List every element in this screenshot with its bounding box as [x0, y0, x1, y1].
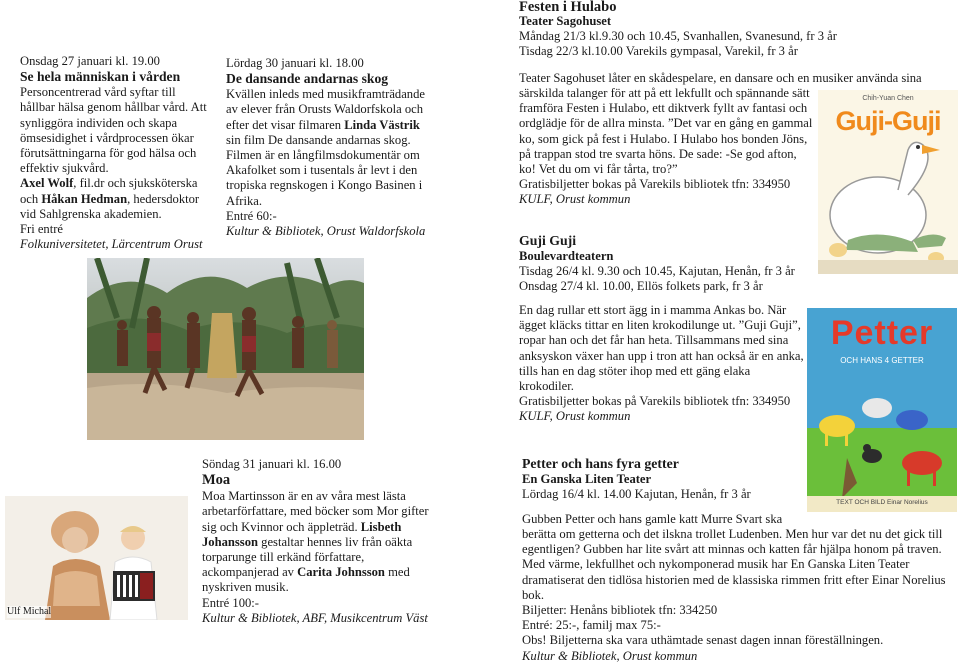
petter-book-cover: [807, 308, 957, 512]
book-subtitle: OCH HANS 4 GETTER: [840, 356, 924, 365]
petter-description-narrow: Gubben Petter och hans gamle katt Murre Svart ska: [522, 512, 783, 526]
petter-description: [522, 527, 952, 664]
forest-dance-photo: [87, 258, 364, 440]
event-date: Onsdag 27 januari kl. 19.00: [20, 54, 160, 68]
moa-performers-photo: [5, 496, 188, 620]
performers-illustration: [5, 496, 188, 620]
event-moa: [202, 457, 430, 626]
event-speakers: [20, 176, 210, 222]
speaker-role: , hedersdoktor vid Sahlgrenska akademien.: [20, 191, 200, 221]
event-description: Kvällen inleds med musikframträdande av elever från Orusts Waldorfskola och efter det visar filmaren Linda Västrik sin film De dansande andarnas skog. Filmen är en långfilmsdokumentär om Akafolket som i tusentals år levt i den tropiska regnskogen i Kongo Basinen i Afrika.: [226, 87, 425, 208]
speaker-name: Håkan Hedman: [41, 191, 128, 206]
event-tickets: Gratisbiljetter bokas på Varekils bibliotek tfn: 334950: [519, 177, 791, 192]
event-tickets: Biljetter: Henåns bibliotek tfn: 334250: [522, 603, 718, 618]
event-organizer: Kultur & Bibliotek, ABF, Musikcentrum Väst: [202, 610, 428, 625]
festen-description-wide: Teater Sagohuset låter en skådespelare, en dansare och en musiker använda sina: [519, 71, 922, 85]
event-title: Petter och hans fyra getter: [522, 456, 679, 471]
event-organizer: Folkuniversitetet, Lärcentrum Orust: [20, 237, 203, 252]
musician-name: Carita Johnsson: [297, 565, 385, 580]
event-description: Moa Martinsson är en av våra mest lästa arbetarförfattare, med böcker som Mor gifter sig och Kvinnor och äppleträd. Lisbeth Johansson gestaltar hennes liv från oäkta torparunge till erkänd författare, ackompanjerad av Carita Johnsson med nyskriven musik.: [202, 489, 429, 595]
event-theatre: Boulevardteatern: [519, 249, 614, 263]
event-festen-i-hulabo: [519, 0, 949, 60]
event-title: Moa: [202, 472, 231, 489]
event-show: Lördag 16/4 kl. 14.00 Kajutan, Henån, fr 3 år: [522, 487, 751, 502]
event-price: Entré: 25:-, familj max 75:-: [522, 618, 661, 633]
event-note: Obs! Biljetterna ska vara uthämtade senast dagen innan föreställningen.: [522, 633, 884, 648]
speaker-name: Axel Wolf: [20, 176, 74, 191]
forest-dance-illustration: [87, 258, 364, 440]
event-description: berätta om getterna och det ilskna trollet Ludenben. Men hur var det nu det gick till egentligen? Gubben har lite svårt att minnas och katten får hjälpa honom på traven. Med värme, lekfullhet och nykomponerad musik har En Ganska Liten Teater dramatiserat den tidlösa historien med de klassiska rimmen fritt efter Einar Norelius bok.: [522, 527, 946, 602]
speaker-role: , fil.dr och sjuksköterska och: [20, 176, 198, 206]
guji-guji-book-cover: [818, 90, 958, 274]
event-dansande-andarnas-skog: [226, 56, 426, 239]
event-description: En dag rullar ett stort ägg in i mamma Ankas bo. När ägget kläcks tittar en liten krokodilunge ut. ”Guji Guji”, ropar han och det får han heta. Tillsammans med sina anksyskon växer han upp i tron att han också är en anka, tills han en dag stöter ihop med ett gäng elaka krokodiler.: [519, 303, 804, 394]
book-credit: TEXT OCH BILD Einar Norelius: [836, 499, 928, 506]
event-show: Tisdag 22/3 kl.10.00 Varekils gympasal, Varekil, fr 3 år: [519, 44, 798, 59]
event-title: Guji Guji: [519, 233, 577, 248]
book-title: Guji-Guji: [835, 106, 941, 136]
event-description: särskilda talanger för att på ett lekfullt och spännande sätt framföra Festen i Hulabo, ett diktverk fyllt av fantasi och ordglädje för de allra minsta. ”Det var en gång en gammal ko, som gick på fest i Hulabo. I Hulabo hos bonden Jöns, på trappan stod tre svarta höns. De sade: -Se god afton, ko! Vet du om vi får tårta, tro?”: [519, 86, 813, 177]
guji-description: [519, 303, 804, 425]
event-organizer: Kultur & Bibliotek, Orust Waldorfskola: [226, 224, 426, 239]
event-title: Festen i Hulabo: [519, 0, 617, 15]
event-date: Lördag 30 januari kl. 18.00: [226, 56, 364, 70]
book-author: Chih-Yuan Chen: [862, 95, 914, 102]
event-description: Personcentrerad vård syftar till hållbar hälsa genom hållbar vård. Att synliggöra individen och skapa ömsesidighet i vårdprocessen ökar förutsättningarna för god hälsa och effektiv sjukvård.: [20, 85, 207, 176]
actor-name: Lisbeth Johansson: [202, 519, 402, 549]
event-organizer: KULF, Orust kommun: [519, 192, 631, 207]
photo-credit: Ulf Michal: [7, 606, 52, 617]
event-entry: Entré 60:-: [226, 208, 277, 223]
event-theatre: Teater Sagohuset: [519, 14, 612, 28]
event-petter: [522, 455, 802, 502]
event-show: Onsdag 27/4 kl. 10.00, Ellös folkets park, fr 3 år: [519, 279, 763, 294]
event-organizer: KULF, Orust kommun: [519, 409, 631, 424]
event-title: Se hela människan i vården: [20, 69, 181, 85]
event-theatre: En Ganska Liten Teater: [522, 472, 652, 486]
book-title: Petter: [830, 314, 934, 352]
event-entry: Fri entré: [20, 222, 64, 237]
event-organizer: Kultur & Bibliotek, Orust kommun: [522, 648, 698, 663]
event-guji-guji: [519, 232, 814, 295]
event-title: De dansande andarnas skog: [226, 71, 389, 87]
event-se-hela-manniskan: [20, 54, 210, 252]
event-show: Tisdag 26/4 kl. 9.30 och 10.45, Kajutan, Henån, fr 3 år: [519, 264, 795, 279]
event-date: Söndag 31 januari kl. 16.00: [202, 457, 342, 471]
festen-description: [519, 86, 814, 208]
event-tickets: Gratisbiljetter bokas på Varekils bibliotek tfn: 334950: [519, 394, 791, 409]
filmmaker-name: Linda Västrik: [344, 117, 420, 132]
event-entry: Entré 100:-: [202, 595, 260, 610]
event-show: Måndag 21/3 kl.9.30 och 10.45, Svanhallen, Svanesund, fr 3 år: [519, 29, 837, 44]
